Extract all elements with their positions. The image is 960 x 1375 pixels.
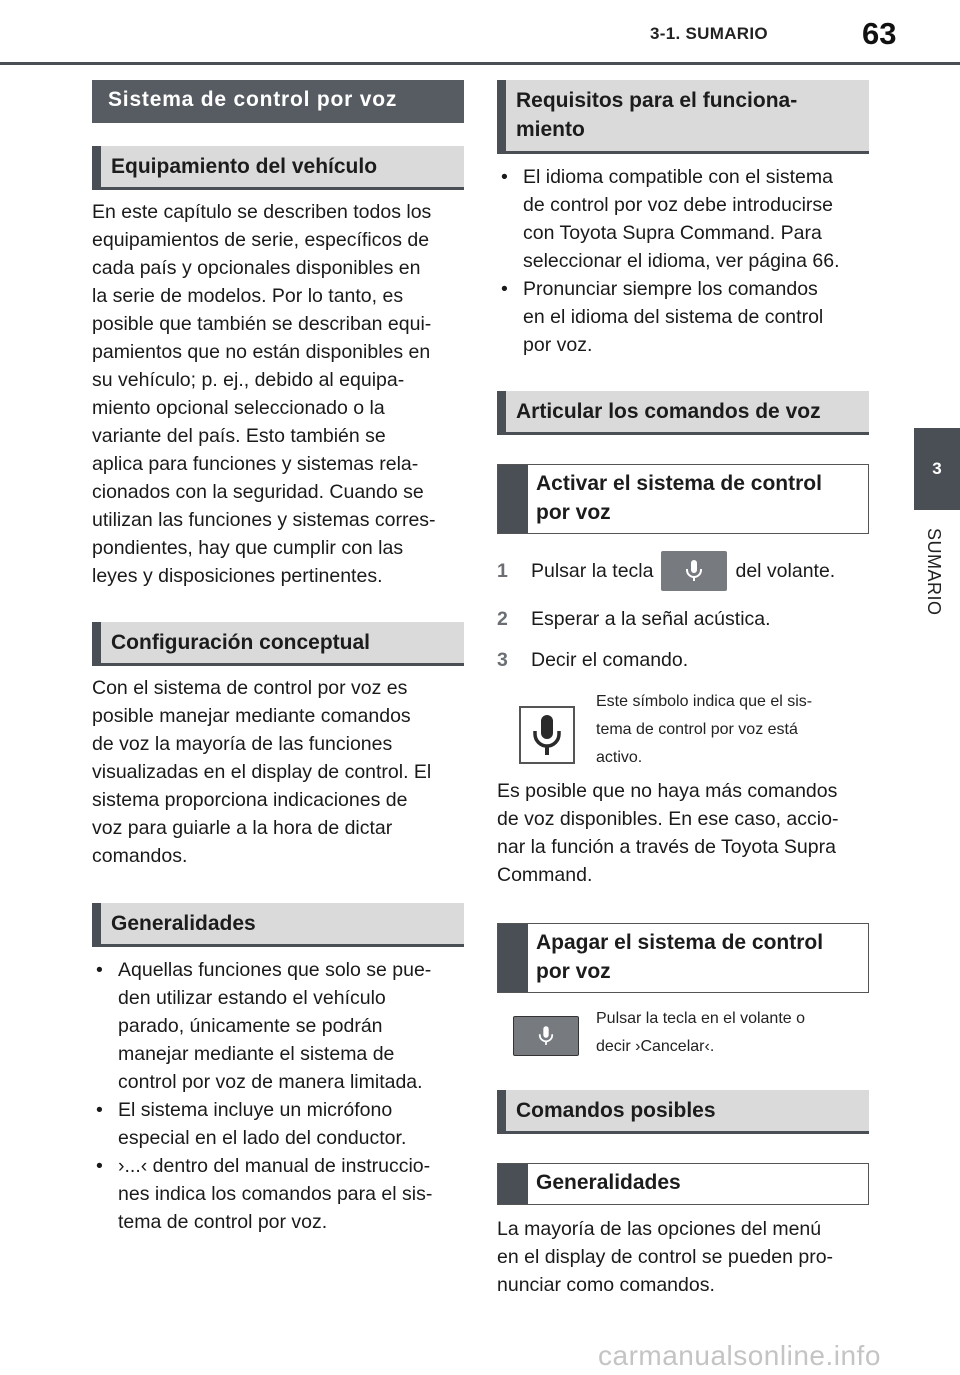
equip-text <box>92 198 472 590</box>
text-line: aplica para funciones y sistemas rela- <box>92 453 419 475</box>
concept-text <box>92 674 472 870</box>
text-line: pondientes, hay que cumplir con las <box>92 537 404 559</box>
text-line: comandos. <box>92 845 188 867</box>
activate-heading: Activar el sistema de control por voz <box>497 464 869 534</box>
text-line: En este capítulo se describen todos los <box>92 201 432 223</box>
text-line: posible que también se describan equi- <box>92 313 432 335</box>
text-line: visualizadas en el display de control. El <box>92 761 432 783</box>
text-line: voz para guiarle a la hora de dictar <box>92 817 393 839</box>
text-line: posible manejar mediante comandos <box>92 705 411 727</box>
chapter-tab <box>914 428 960 510</box>
voice-active-symbol <box>519 706 575 764</box>
list-item: • Pronunciar siempre los comandos en el idioma del sistema de control por voz. <box>497 275 877 359</box>
text-line: pamientos que no están disponibles en <box>92 341 431 363</box>
text-line: utilizan las funciones y sistemas corres- <box>92 509 436 531</box>
voice-key-button <box>661 551 727 591</box>
text-line: Con el sistema de control por voz es <box>92 677 408 699</box>
main-heading: Sistema de control por voz <box>92 80 464 123</box>
list-item: • Aquellas funciones que solo se pue- den utilizar estando el vehículo parado, únicamente se podrán manejar mediante el sistema de control por voz de manera limitada. <box>92 956 472 1096</box>
step-2: 2 Esperar a la señal acústica. <box>497 608 771 630</box>
deactivate-note: Pulsar la tecla en el volante o decir ›Cancelar‹. <box>596 1010 806 1055</box>
general2-heading: Generalidades <box>497 1163 869 1205</box>
step-3: 3 Decir el comando. <box>497 649 689 671</box>
concept-heading: Configuración conceptual <box>92 622 464 666</box>
text-line: de voz la mayoría de las funciones <box>92 733 393 755</box>
text-line: su vehículo; p. ej., debido al equipa- <box>92 369 405 391</box>
articulate-heading: Articular los comandos de voz <box>497 391 869 435</box>
voice-key-symbol <box>513 1016 579 1056</box>
list-item: • El idioma compatible con el sistema de control por voz debe introducirse con Toyota Supra Command. Para seleccionar el idioma, ver página 66. <box>497 163 877 275</box>
possible-commands-heading: Comandos posibles <box>497 1090 869 1134</box>
deactivate-heading: Apagar el sistema de control por voz <box>497 923 869 993</box>
text-line: sistema proporciona indicaciones de <box>92 789 408 811</box>
symbol-note: Este símbolo indica que el sis- tema de control por voz está activo. <box>596 693 813 766</box>
no-more-commands-text: Es posible que no haya más comandos de voz disponibles. En ese caso, accio- nar la función a través de Toyota Supra Command. <box>497 780 839 886</box>
list-item: • ›...‹ dentro del manual de instruccio- nes indica los comandos para el sis- tema de control por voz. <box>92 1152 472 1236</box>
equip-heading: Equipamiento del vehículo <box>92 146 464 190</box>
header-rule <box>0 62 960 65</box>
general-heading: Generalidades <box>92 903 464 947</box>
microphone-icon <box>685 559 703 583</box>
requirements-heading: Requisitos para el funciona- miento <box>497 80 869 154</box>
text-line: cada país y opcionales disponibles en <box>92 257 421 279</box>
general-bullets <box>92 956 472 1236</box>
chapter-label: SUMARIO <box>924 528 944 616</box>
chapter-number: 3 <box>932 459 942 478</box>
text-line: leyes y disposiciones pertinentes. <box>92 565 383 587</box>
text-line: variante del país. Esto también se <box>92 425 386 447</box>
text-line: equipamientos de serie, específicos de <box>92 229 430 251</box>
list-item: • El sistema incluye un micrófono especial en el lado del conductor. <box>92 1096 472 1152</box>
section-title: 3-1. SUMARIO <box>650 24 768 43</box>
requirements-bullets <box>497 163 877 359</box>
step-1: 1 Pulsar la tecla del volante. <box>497 551 835 591</box>
page-number: 63 <box>862 16 897 51</box>
general2-text: La mayoría de las opciones del menú en el display de control se pueden pro- nunciar como comandos. <box>497 1218 834 1296</box>
text-line: la serie de modelos. Por lo tanto, es <box>92 285 404 307</box>
text-line: miento opcional seleccionado o la <box>92 397 385 419</box>
microphone-icon <box>538 1025 554 1047</box>
watermark: carmanualsonline.info <box>598 1340 881 1371</box>
microphone-icon <box>532 713 562 757</box>
text-line: cionados con la seguridad. Cuando se <box>92 481 424 503</box>
